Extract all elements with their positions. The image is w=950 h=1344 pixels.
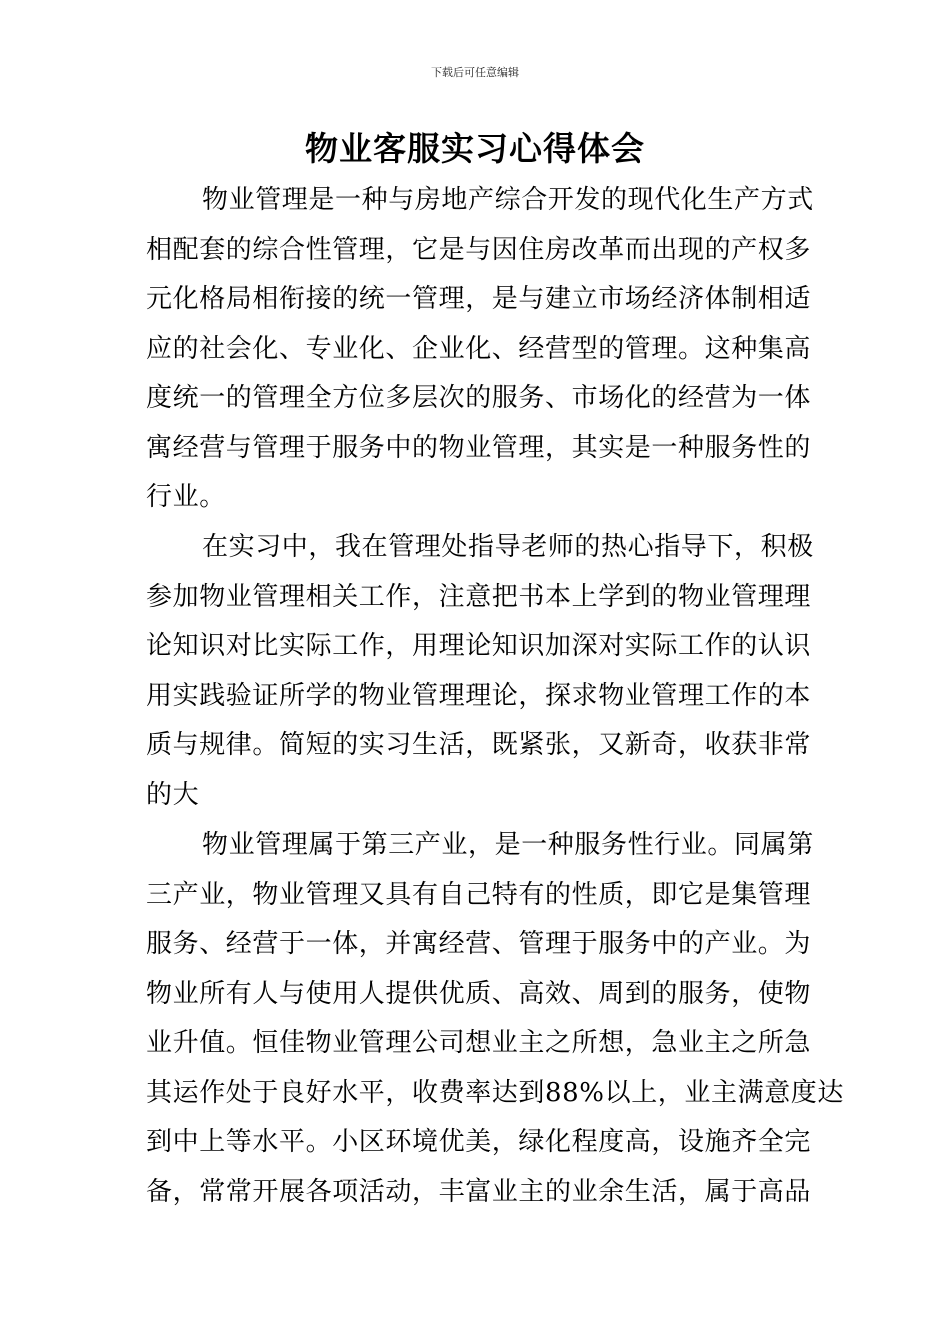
paragraph-2 [146, 523, 814, 820]
text-line: 用实践验证所学的物业管理理论，探求物业管理工作的本 [146, 680, 812, 711]
document-title: 物业客服实习心得体会 [305, 129, 645, 168]
text-line: 在实习中，我在管理处指导老师的热心指导下，积极 [202, 532, 814, 562]
text-line: 物业所有人与使用人提供优质、高效、周到的服务，使物 [146, 978, 812, 1009]
text-line: 业升值。恒佳物业管理公司想业主之所想，急业主之所急 [146, 1028, 812, 1058]
text-line: 相配套的综合性管理，它是与因住房改革而出现的产权多 [146, 234, 812, 265]
text-line: 寓经营与管理于服务中的物业管理，其实是一种服务性的 [146, 432, 812, 463]
text-line: 物业管理是一种与房地产综合开发的现代化生产方式 [202, 185, 814, 215]
text-line: 物业管理属于第三产业，是一种服务性行业。同属第 [202, 830, 814, 860]
paragraph-1 [146, 176, 814, 523]
text-line: 质与规律。简短的实习生活，既紧张，又新奇，收获非常 [146, 730, 812, 760]
text-line: 行业。 [146, 482, 226, 512]
header-note: 下载后可任意编辑 [431, 66, 519, 79]
text-line: 三产业，物业管理又具有自己特有的性质，即它是集管理 [146, 879, 812, 910]
text-line: 的大 [146, 779, 200, 810]
text-line: 参加物业管理相关工作，注意把书本上学到的物业管理理 [146, 581, 812, 612]
text-line: 元化格局相衔接的统一管理，是与建立市场经济体制相适 [146, 284, 812, 314]
text-line: 服务、经营于一体，并寓经营、管理于服务中的产业。为 [146, 929, 812, 959]
text-line: 应的社会化、专业化、企业化、经营型的管理。这种集高 [146, 333, 812, 364]
text-line: 备，常常开展各项活动，丰富业主的业余生活，属于高品 [146, 1176, 812, 1207]
text-line: 论知识对比实际工作，用理论知识加深对实际工作的认识 [146, 631, 812, 661]
text-line: 其运作处于良好水平，收费率达到88%以上，业主满意度达 [146, 1077, 844, 1108]
text-line: 度统一的管理全方位多层次的服务、市场化的经营为一体 [146, 383, 812, 413]
text-line: 到中上等水平。小区环境优美，绿化程度高，设施齐全完 [146, 1127, 812, 1157]
paragraph-3 [146, 821, 844, 1217]
